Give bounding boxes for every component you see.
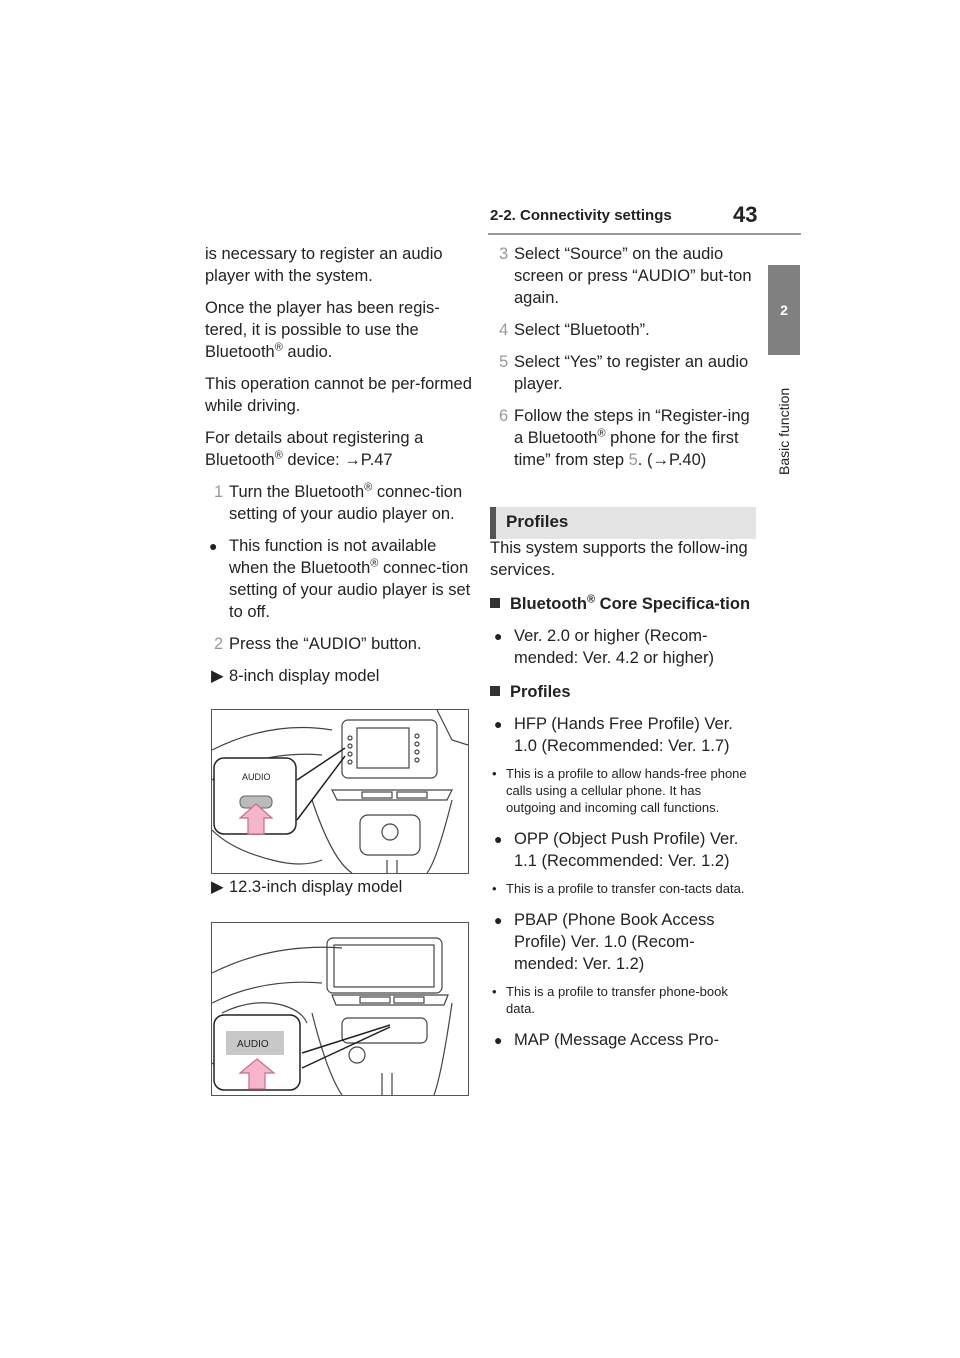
step-number: 1 — [214, 483, 224, 501]
paragraph: This operation cannot be per-formed while driving. — [205, 375, 472, 415]
paragraph: For details about registering a Bluetooth® device: →P.47 — [205, 429, 424, 469]
audio-button-label: AUDIO — [242, 772, 271, 782]
step-number: 5 — [499, 353, 509, 371]
step-2: 2 Press the “AUDIO” button. — [214, 635, 422, 653]
step-6: 6 Follow the steps in “Register-ing a Bluetooth® phone for the first time” from step 5. (→P.40) — [499, 407, 750, 469]
step-number: 2 — [214, 635, 224, 653]
header-rule — [488, 233, 801, 235]
page-reference-link[interactable]: →P.47 — [344, 451, 393, 469]
profiles-section-heading: Profiles — [490, 507, 756, 539]
model-label-12inch: ▶ 12.3-inch display model — [211, 878, 403, 896]
model-label-8inch: ▶ 8-inch display model — [211, 667, 380, 685]
step-number: 6 — [499, 407, 509, 425]
note-item: • This is a profile to transfer phone-book data. — [492, 984, 728, 1016]
paragraph: is necessary to register an audio player with the system. — [205, 245, 443, 285]
dashboard-illustration-12inch — [211, 922, 469, 1096]
step-4: 4 Select “Bluetooth”. — [499, 321, 650, 339]
bullet-icon: ● — [494, 628, 503, 644]
paragraph: Once the player has been regis-tered, it is possible to use the Bluetooth® audio. — [205, 299, 440, 361]
bullet-icon: ● — [494, 1032, 503, 1048]
core-spec-heading: Bluetooth® Core Specifica-tion — [490, 593, 752, 615]
bullet-icon: ● — [494, 716, 503, 732]
bullet-item: ● This function is not available when the Bluetooth® connec-tion setting of your audio player is set to off. — [209, 537, 471, 621]
step-1: 1 Turn the Bluetooth® connec-tion setting of your audio player on. — [214, 481, 463, 523]
chapter-tab[interactable]: 2 — [768, 265, 800, 355]
triangle-right-icon: ▶ — [211, 667, 224, 685]
page-reference-link[interactable]: →P.40 — [652, 451, 701, 469]
triangle-right-icon: ▶ — [211, 878, 224, 896]
step-number: 4 — [499, 321, 509, 339]
bullet-icon: ● — [494, 912, 503, 928]
chapter-label: Basic function — [776, 387, 792, 475]
bullet-item: ● Ver. 2.0 or higher (Recom-mended: Ver. 4.2 or higher) — [494, 627, 714, 667]
bullet-item: ● HFP (Hands Free Profile) Ver. 1.0 (Recommended: Ver. 1.7) — [494, 715, 733, 755]
right-column — [490, 243, 752, 1061]
profiles-subheading: Profiles — [490, 681, 752, 703]
step-3: 3 Select “Source” on the audio screen or press “AUDIO” but-ton again. — [499, 245, 752, 307]
bullet-icon: ● — [494, 831, 503, 847]
step-number: 3 — [499, 245, 509, 263]
bullet-icon: ● — [209, 538, 218, 554]
note-item: • This is a profile to allow hands-free phone calls using a cellular phone. It has outgoing and incoming call functions. — [492, 766, 747, 815]
dashboard-drawing — [212, 923, 468, 1095]
section-title: 2-2. Connectivity settings — [490, 207, 672, 224]
bullet-item: ● MAP (Message Access Pro- — [494, 1031, 720, 1049]
dashboard-illustration-8inch — [211, 709, 469, 874]
dashboard-drawing — [212, 710, 468, 873]
bullet-item: ● PBAP (Phone Book Access Profile) Ver. 1.0 (Recom-mended: Ver. 1.2) — [494, 911, 715, 973]
note-item: • This is a profile to transfer con-tacts data. — [492, 881, 745, 896]
bullet-item: ● OPP (Object Push Profile) Ver. 1.1 (Recommended: Ver. 1.2) — [494, 830, 739, 870]
paragraph: This system supports the follow-ing services. — [490, 539, 748, 579]
step-5: 5 Select “Yes” to register an audio player. — [499, 353, 749, 393]
audio-button-label: AUDIO — [237, 1039, 269, 1050]
page-number: 43 — [733, 202, 758, 227]
